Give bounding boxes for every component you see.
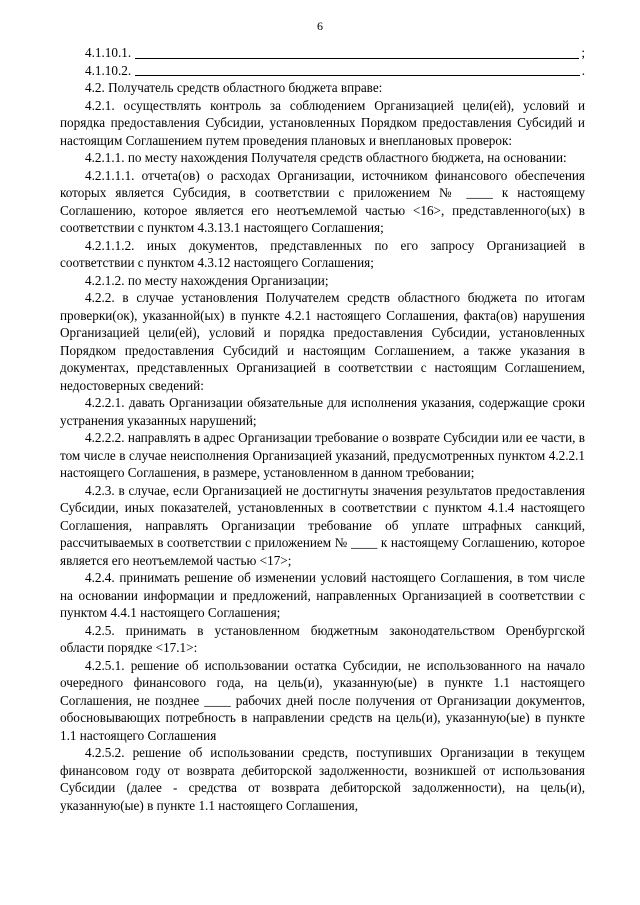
paragraph-4-2-5-1: 4.2.5.1. решение об использовании остатка Субсидии, не использованного на начало очередного финансового года, на цель(и), указанную(ые) в пункте 1.1 настоящего Соглашения, не позднее ____ рабочих дней после получения от Организации документов, обосновывающих потребность в направлении средств на цель(и), указанную(ые) в пункте 1.1 настоящего Соглашения [60,657,585,743]
paragraph-4-2-2-1: 4.2.2.1. давать Организации обязательные для исполнения указания, содержащие сроки устранения указанных нарушений; [60,395,585,428]
paragraph-4-2-5: 4.2.5. принимать в установленном бюджетным законодательством Оренбургской области порядке <17.1>: [60,622,585,655]
fill-line-end: ; [581,45,585,60]
paragraph-4-2-1-1: 4.2.1.1. по месту нахождения Получателя средств областного бюджета, на основании: [85,150,567,165]
fill-line-4-1-10-2 [60,62,585,80]
fill-line-4-1-10-1 [60,44,585,62]
blank-rule [135,63,580,76]
paragraph-4-2-1-1-1: 4.2.1.1.1. отчета(ов) о расходах Организации, источником финансового обеспечения которых является Субсидия, в соответствии с приложением № ____ к настоящему Соглашению, которое является его неотъемлемой частью <16>, представленного(ых) в соответствии с пунктом 4.3.13.1 настоящего Соглашения; [60,167,585,235]
document-body [60,44,585,814]
paragraph-4-2-2-2: 4.2.2.2. направлять в адрес Организации требование о возврате Субсидии или ее части, в том числе в случае неисполнения Организацией указаний, предусмотренных пунктом 4.2.2.1 настоящего Соглашения, в размере, установленном в данном требовании; [60,430,585,480]
paragraph-4-2-1-1-2: 4.2.1.1.2. иных документов, представленных по его запросу Организацией в соответствии с пунктом 4.3.12 настоящего Соглашения; [60,237,585,270]
fill-line-end: . [581,62,585,78]
fill-line-label: 4.1.10.2. [85,62,132,78]
paragraph-4-2: 4.2. Получатель средств областного бюджета вправе: [85,80,383,95]
paragraph-4-2-1: 4.2.1. осуществлять контроль за соблюдением Организацией цели(ей), условий и порядка предоставления Субсидии, установленных Порядком предоставления Субсидий и настоящим Соглашением путем проведения плановых и внеплановых проверок: [60,97,585,148]
page-number: 6 [317,19,323,33]
blank-rule [135,46,579,59]
paragraph-4-2-3: 4.2.3. в случае, если Организацией не достигнуты значения результатов предоставления Субсидии, иных показателей, установленных в соответствии с пунктом 4.1.4 настоящего Соглашения, направлять Организации требование об уплате штрафных санкций, рассчитываемых в соответствии с приложением № ____ к настоящему Соглашению, которое является его неотъемлемой частью <17>; [60,482,585,568]
paragraph-4-2-2: 4.2.2. в случае установления Получателем средств областного бюджета по итогам проверки(ок), указанной(ых) в пункте 4.2.1 настоящего Соглашения, факта(ов) нарушения Организацией цели(ей), условий и порядка предоставления Субсидии, установленных Порядком предоставления Субсидий и настоящим Соглашением, а также указания в документах, представленных Организацией в соответствии с настоящим Соглашением, недостоверных сведений: [60,290,585,393]
paragraph-4-2-1-2: 4.2.1.2. по месту нахождения Организации; [85,272,329,288]
fill-line-label: 4.1.10.1. [85,45,132,60]
paragraph-4-2-4: 4.2.4. принимать решение об изменении условий настоящего Соглашения, в том числе на основании информации и предложений, направленных Организацией в соответствии с пунктом 4.4.1 настоящего Соглашения; [60,570,585,620]
paragraph-4-2-5-2: 4.2.5.2. решение об использовании средств, поступивших Организации в текущем финансовом году от возврата дебиторской задолженности, возникшей от использования Субсидии (далее - средства от возврата дебиторской задолженности), на цель(и), указанную(ые) в пункте 1.1 настоящего Соглашения, [60,745,585,813]
